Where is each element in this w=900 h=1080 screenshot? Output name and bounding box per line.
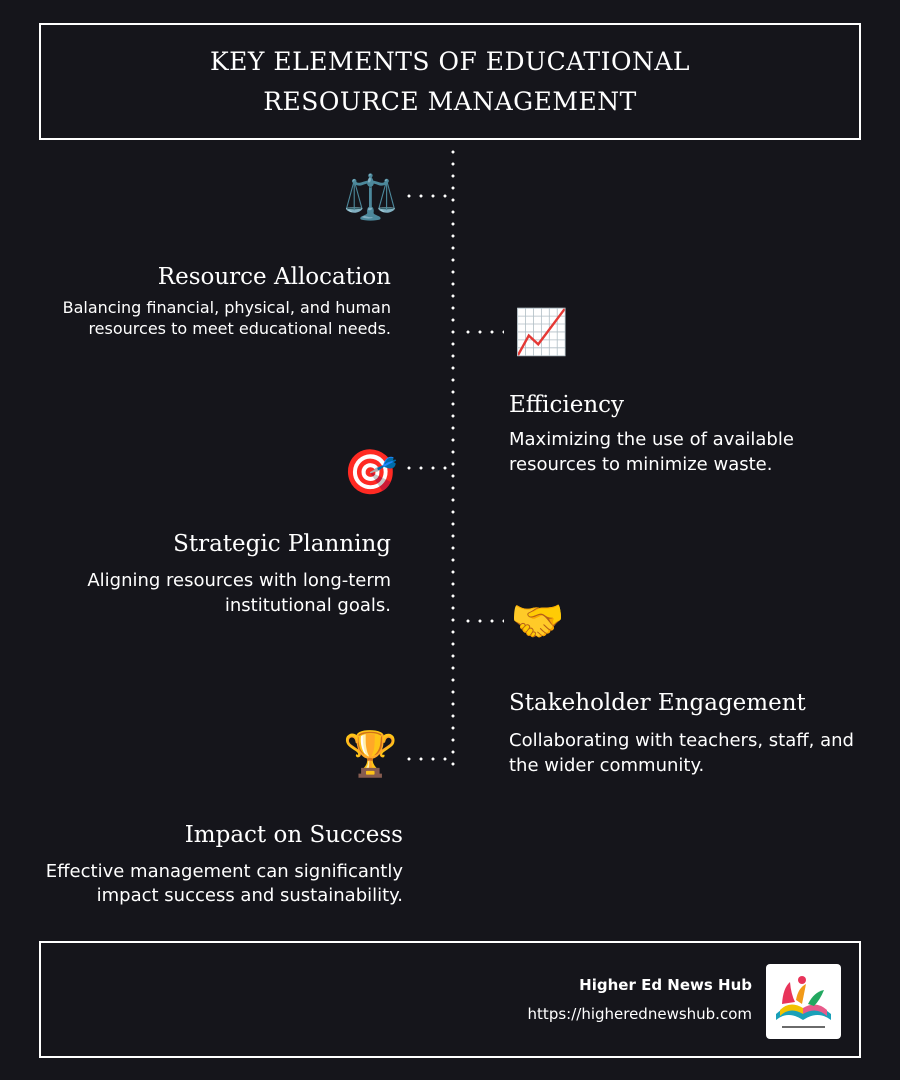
item-strategic-planning: [40, 529, 391, 618]
connector-resource-allocation: [403, 193, 453, 199]
item-title: Efficiency: [509, 392, 625, 418]
footer-banner: [39, 941, 861, 1058]
balance-scale-icon: ⚖️: [343, 173, 398, 222]
trophy-icon: 🏆: [343, 730, 398, 779]
item-title: Stakeholder Engagement: [509, 690, 806, 716]
item-efficiency: [509, 390, 854, 477]
timeline-spine: [450, 146, 456, 766]
logo-graphic: [766, 964, 841, 1039]
page-title: KEY ELEMENTS OF EDUCATIONAL RESOURCE MANAGEMENT: [210, 46, 690, 116]
item-description: Aligning resources with long-term institutional goals.: [87, 570, 391, 616]
item-resource-allocation: [40, 262, 391, 339]
item-title: Strategic Planning: [173, 531, 391, 557]
connector-strategic-planning: [403, 465, 453, 471]
chart-increasing-icon: 📈: [514, 308, 569, 357]
item-title: Resource Allocation: [157, 264, 391, 290]
item-description: Effective management can significantly impact success and sustainability.: [45, 861, 403, 906]
item-description: Maximizing the use of available resources to minimize waste.: [509, 429, 794, 475]
item-description: Collaborating with teachers, staff, and the wider community.: [509, 730, 854, 776]
direct-hit-target-icon: 🎯: [343, 448, 398, 497]
footer-url-link[interactable]: https://higherednewshub.com: [527, 1005, 752, 1023]
connector-stakeholder-engagement: [462, 618, 504, 624]
item-impact-on-success: [40, 820, 403, 908]
connector-impact-on-success: [403, 756, 453, 762]
connector-efficiency: [462, 329, 504, 335]
higher-ed-news-hub-logo: [766, 964, 841, 1039]
item-stakeholder-engagement: [509, 688, 869, 778]
handshake-icon: 🤝: [510, 597, 565, 646]
title-banner: [39, 23, 861, 140]
footer-site-name: Higher Ed News Hub: [579, 976, 752, 994]
item-description: Balancing financial, physical, and human resources to meet educational needs.: [62, 298, 391, 338]
item-title: Impact on Success: [184, 822, 403, 848]
